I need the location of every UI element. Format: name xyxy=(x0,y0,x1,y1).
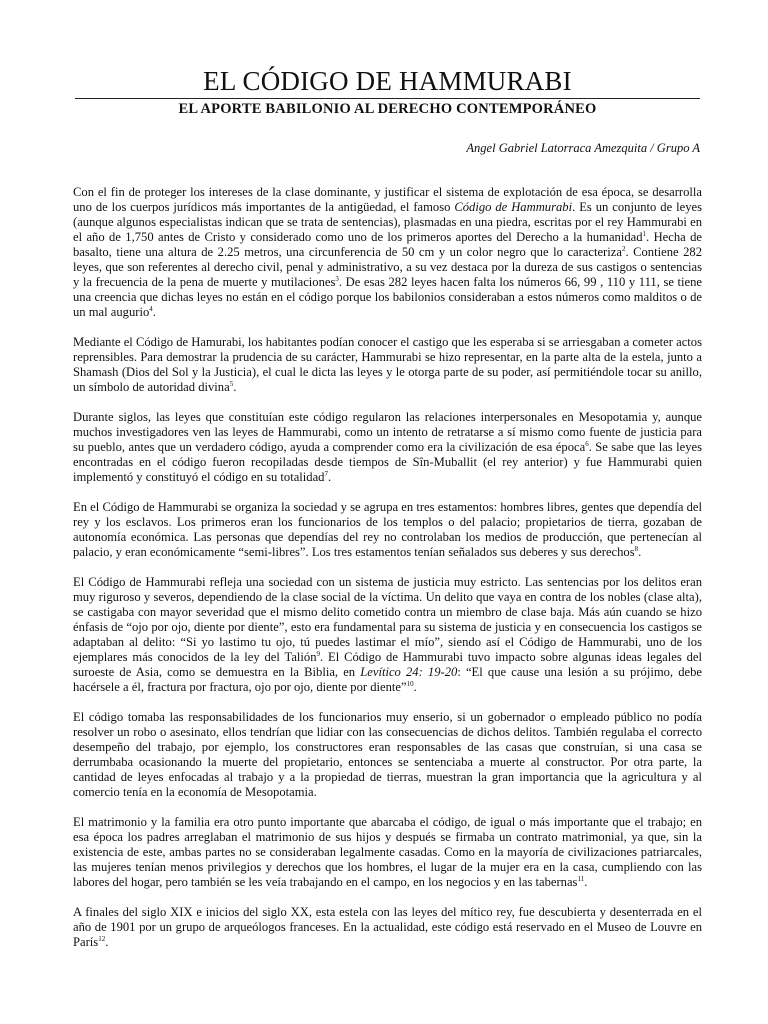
paragraph-text: . Contiene 282 leyes, que son referentes al derecho civil, penal y administrativo, a su vez destaca por la dureza de sus castigos o sentencias y la frecuencia de la pena de muerte y mutilaciones xyxy=(73,245,702,289)
footnote-marker: 8 xyxy=(634,544,639,553)
paragraph-text: En el Código de Hammurabi se organiza la sociedad y se agrupa en tres estamentos: hombres libres, gentes que dependía del rey y los esclavos. Los primeros eran los funcionarios de los templos o del palacio; propietarios de tierra, gozaban de autonomía económica. Las personas que dependías del rey no controlaban los medios de producción, que pertenecían al palacio, y eran económicamente “semi-libres”. Los tres estamentos tenían señalados sus deberes y sus derechos xyxy=(73,500,702,559)
paragraph-text: . xyxy=(413,680,417,694)
footnote-marker: 6 xyxy=(585,439,589,448)
footnote-marker: 7 xyxy=(324,469,328,478)
paragraph-text: El código tomaba las responsabilidades de los funcionarios muy enserio, si un gobernador o empleado público no podía resolver un robo o asesinato, ellos tendrían que lidiar con las consecuencias de dichos delitos. También regulaba el correcto desempeño del trabajo, por ejemplo, los constructores eran responsables de las casas que construían, si una casa se derrumbaba ocasionando la muerte del propietario, entonces se sentenciaba a muerte al constructor. Por otra parte, la cantidad de leyes enfocadas al trabajo y a la propiedad de tierras, muestran la gran importancia que la agricultura y al comercio tenía en la economía de Mesopotamia. xyxy=(73,710,702,799)
paragraph xyxy=(73,335,702,395)
paragraph-text: : “El que cause una lesión a su prójimo, debe hacérsele a él, fractura por fractura, ojo por ojo, diente por diente” xyxy=(73,665,702,694)
paragraph-text: . Hecha de basalto, tiene una altura de 2.25 metros, una circunferencia de 50 cm y un color negro que lo caracteriza xyxy=(73,230,702,259)
paragraph xyxy=(73,410,702,485)
document-body xyxy=(73,185,702,950)
paragraph-text: . xyxy=(152,305,156,319)
paragraph-text: . El Código de Hammurabi tuvo impacto sobre algunas ideas legales del suroeste de Asia, como se demuestra en la Biblia, en xyxy=(73,650,702,679)
paragraph xyxy=(73,185,702,320)
footnote-marker: 4 xyxy=(149,304,153,313)
footnote-marker: 2 xyxy=(621,244,626,253)
paragraph-text: . De esas 282 leyes hacen falta los números 66, 99 , 110 y 111, se tiene una creencia que dichas leyes no están en el código porque los babilonios consideraban a estos números como malditos o de un mal augurio xyxy=(73,275,703,319)
italic-text: Código de Hammurabi xyxy=(454,200,573,214)
paragraph-text: . xyxy=(233,380,237,394)
paragraph-text: El Código de Hammurabi refleja una sociedad con un sistema de justicia muy estricto. Las sentencias por los delitos eran muy riguroso y severos, dependiendo de la clase social de la víctima. Un delito que vaya en contra de los nobles (clase alta), se castigaba con mayor severidad que el mismo delito cometido contra un miembro de clase baja. Más aún cuando se hizo énfasis de “ojo por ojo, diente por diente”, esto era fundamental para su sistema de justicia y en consecuencia los castigos se adaptaban al delito: “Si yo lastimo tu ojo, tú puedes lastimar el mío”, siendo así el Código de Hammurabi, uno de los ejemplares más conocidos de la ley del Talión xyxy=(73,575,702,664)
paragraph-text: . xyxy=(584,875,588,889)
footnote-marker: 9 xyxy=(316,649,321,658)
footnote-marker: 1 xyxy=(642,229,647,238)
paragraph-text: A finales del siglo XIX e inicios del siglo XX, esta estela con las leyes del mítico rey, fue descubierta y desenterrada en el año de 1901 por un grupo de arqueólogos franceses. En la actualidad, este código está reservado en el Museo de Louvre en París xyxy=(73,905,702,949)
paragraph xyxy=(73,815,702,890)
footnote-marker: 10 xyxy=(406,679,414,688)
paragraph xyxy=(73,710,702,800)
paragraph-text: Durante siglos, las leyes que constituían este código regularon las relaciones interpersonales en Mesopotamia y, aunque muchos investigadores ven las leyes de Hammurabi, como un intento de retratarse a sí mismo como fuente de justicia para su pueblo, antes que un verdadero código, ayuda a comprender como era la civilización de esa época xyxy=(73,410,702,454)
footnote-marker: 11 xyxy=(577,874,585,883)
paragraph xyxy=(73,575,702,695)
paragraph xyxy=(73,500,702,560)
paragraph-text: . xyxy=(327,470,332,484)
paragraph-text: . xyxy=(638,545,642,559)
paragraph-text: . xyxy=(105,935,109,949)
footnote-marker: 12 xyxy=(98,934,106,943)
paragraph-text: El matrimonio y la familia era otro punto importante que abarcaba el código, de igual o más importante que el trabajo; en esa época los padres arreglaban el matrimonio de sus hijos y después se firmaba un contrato matrimonial, ya que, sin la existencia de este, ambas partes no se consideraban legalmente casadas. Como en la mayoría de civilizaciones patriarcales, las mujeres tenían menos privilegios y derechos que los hombres, el lugar de la mujer era en la casa, cumpliendo con las labores del hogar, pero también se les veía trabajando en el campo, en los negocios y en las tabernas xyxy=(73,815,702,889)
document-title: EL CÓDIGO DE HAMMURABI xyxy=(203,66,572,96)
paragraph-text: Mediante el Código de Hamurabi, los habitantes podían conocer el castigo que les esperaba si se arriesgaban a cometer actos reprensibles. Para demostrar la prudencia de su carácter, Hammurabi se hizo representar, en la parte alta de la estela, junto a Shamash (Dios del Sol y la Justicia), el cual le dicta las leyes y le otorga parte de su poder, así permitiéndole tocar su anillo, un símbolo de autoridad divina xyxy=(73,335,702,394)
footnote-marker: 3 xyxy=(335,274,339,283)
author-line: Angel Gabriel Latorraca Amezquita / Grupo A xyxy=(466,141,700,155)
paragraph-text: Con el fin de proteger los intereses de la clase dominante, y justificar el sistema de explotación de esa época, se desarrolla uno de los cuerpos jurídicos más importantes de la antigüedad, el famoso xyxy=(73,185,702,214)
paragraph xyxy=(73,905,702,950)
paragraph-text: . Es un conjunto de leyes (aunque algunos especialistas indican que se trata de sentencias), plasmadas en una piedra, escritas por el rey Hammurabi en el año de 1,750 antes de Cristo y considerado como uno de los primeros aportes del Derecho a la humanidad xyxy=(73,200,702,244)
italic-text: Levítico 24: 19-20 xyxy=(360,665,458,679)
title-divider xyxy=(75,98,700,99)
paragraph-text: . Se sabe que las leyes encontradas en el código fueron recopiladas desde tiempos de Sîn-Muballit (el rey anterior) y fue Hammurabi quien implementó y constituyó el código en su totalidad xyxy=(73,440,702,484)
footnote-marker: 5 xyxy=(229,379,234,388)
document-subtitle: EL APORTE BABILONIO AL DERECHO CONTEMPORÁNEO xyxy=(178,101,597,117)
